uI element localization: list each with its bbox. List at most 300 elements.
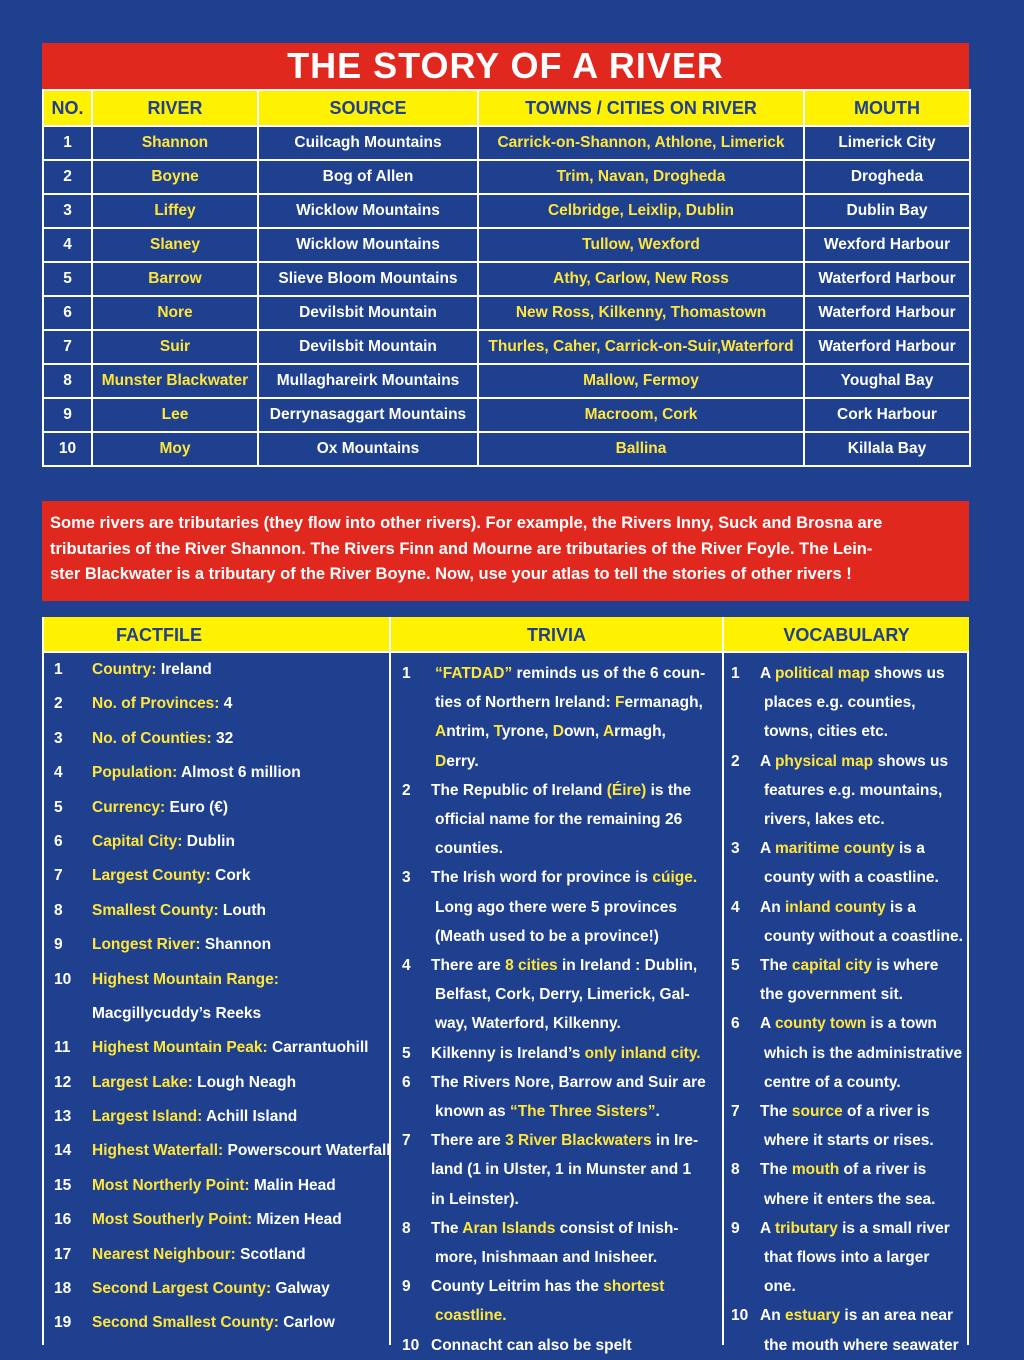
text: reminds us of the 6 coun- <box>512 665 706 682</box>
item-number: 4 <box>731 898 740 916</box>
text: . <box>655 1103 660 1121</box>
fact-value: Powerscourt Waterfall <box>223 1142 391 1160</box>
cell-towns: Celbridge, Leixlip, Dublin <box>478 194 804 228</box>
cell-towns: Mallow, Fermoy <box>478 364 804 398</box>
fact-value: Mizen Head <box>252 1211 342 1229</box>
cell-river: Liffey <box>92 194 258 228</box>
cell-towns: Carrick-on-Shannon, Athlone, Limerick <box>478 126 804 160</box>
fact-text <box>92 791 389 825</box>
item-number: 6 <box>731 1015 740 1033</box>
list-item <box>44 1238 389 1272</box>
text: An <box>760 898 785 916</box>
header-mouth: MOUTH <box>804 90 970 126</box>
header-no: NO. <box>43 90 92 126</box>
cell-no: 8 <box>43 364 92 398</box>
text: centre of a county. <box>764 1073 901 1091</box>
fact-text <box>92 1031 389 1065</box>
item-number: 7 <box>54 867 63 885</box>
fact-text <box>92 1169 389 1203</box>
cell-towns: Thurles, Caher, Carrick-on-Suir,Waterford <box>478 330 804 364</box>
list-item <box>44 1031 389 1065</box>
highlight: shortest <box>603 1278 665 1296</box>
cell-no: 9 <box>43 398 92 432</box>
note-line: ster Blackwater is a tributary of the River Boyne. Now, use your atlas to tell the stories of other rivers ! <box>50 565 852 583</box>
text: in Ireland : Dublin, <box>557 957 698 975</box>
cell-river: Moy <box>92 432 258 466</box>
fact-value: Achill Island <box>202 1108 298 1126</box>
fact-label: Most Southerly Point: <box>92 1211 253 1229</box>
text: rmagh, <box>614 723 666 741</box>
highlight: political map <box>774 665 870 682</box>
text: A <box>760 1219 775 1237</box>
text: There are <box>431 1132 506 1150</box>
text: Kilkenny is Ireland’s <box>431 1044 585 1062</box>
list-item <box>724 1155 969 1213</box>
text: of a river is <box>842 1103 930 1121</box>
fact-label: Highest Mountain Peak: <box>92 1039 268 1057</box>
item-number <box>44 997 92 1031</box>
list-item <box>44 687 389 721</box>
list-item <box>391 659 722 776</box>
cell-mouth: Killala Bay <box>804 432 970 466</box>
item-number: 8 <box>731 1161 740 1179</box>
factfile-column <box>44 617 389 1345</box>
item-number: 10 <box>402 1336 420 1354</box>
list-item <box>391 951 722 1039</box>
text: Long ago there were 5 provinces <box>435 898 678 916</box>
highlight: T <box>493 723 502 741</box>
item-number: 1 <box>731 665 740 682</box>
fact-label: Largest County: <box>92 867 211 885</box>
list-item <box>724 659 969 747</box>
text: A <box>760 840 775 858</box>
text: ntrim, <box>446 723 494 741</box>
list-item <box>44 1272 389 1306</box>
text: There are <box>431 957 506 975</box>
table-row <box>43 364 970 398</box>
list-item <box>391 1126 722 1214</box>
text: county without a coastline. <box>764 927 963 945</box>
fact-text <box>92 1203 389 1237</box>
vocabulary-column <box>722 617 969 1354</box>
item-number: 17 <box>54 1245 72 1263</box>
highlight: county town <box>774 1015 867 1033</box>
text: yrone, <box>501 723 553 741</box>
item-number: 16 <box>54 1211 72 1229</box>
text: own, <box>563 723 603 741</box>
cell-source: Cuilcagh Mountains <box>258 126 478 160</box>
highlight: coastline. <box>435 1307 507 1325</box>
text: land (1 in Ulster, 1 in Munster and 1 <box>431 1161 692 1179</box>
list-item <box>44 722 389 756</box>
cell-mouth: Cork Harbour <box>804 398 970 432</box>
fact-value: 32 <box>211 729 234 747</box>
text: where it starts or rises. <box>764 1132 934 1150</box>
fact-text <box>92 1306 389 1340</box>
text: A <box>760 752 775 770</box>
item-number: 1 <box>54 661 63 678</box>
fact-value: 4 <box>219 695 233 713</box>
fact-label: Second Smallest County: <box>92 1314 279 1332</box>
text: rivers, lakes etc. <box>764 811 885 829</box>
highlight: (Éire) <box>606 781 647 799</box>
cell-no: 10 <box>43 432 92 466</box>
fact-label: Currency: <box>92 798 166 816</box>
text: Connacht can also be spelt <box>431 1336 632 1354</box>
item-number: 9 <box>402 1278 411 1296</box>
trivia-heading: TRIVIA <box>391 617 722 653</box>
list-item <box>724 1009 969 1097</box>
list-item <box>724 747 969 835</box>
text: the mouth where seawater <box>764 1336 959 1354</box>
table-row <box>43 398 970 432</box>
fact-text <box>92 859 389 893</box>
fact-text <box>92 756 389 790</box>
cell-river: Suir <box>92 330 258 364</box>
cell-source: Bog of Allen <box>258 160 478 194</box>
fact-text <box>92 997 389 1031</box>
fact-text <box>92 1100 389 1134</box>
text: known as <box>435 1103 510 1121</box>
highlight: Aran Islands <box>462 1219 556 1237</box>
highlight: only inland city. <box>584 1044 701 1062</box>
list-item <box>44 756 389 790</box>
cell-river: Nore <box>92 296 258 330</box>
list-item <box>724 893 969 951</box>
fact-label: No. of Provinces: <box>92 695 220 713</box>
item-number: 8 <box>402 1219 411 1237</box>
vocabulary-list <box>724 653 969 1360</box>
list-item <box>44 997 389 1031</box>
cell-no: 3 <box>43 194 92 228</box>
note-line: tributaries of the River Shannon. The Rivers Finn and Mourne are tributaries of the River Foyle. The Lein- <box>50 539 873 558</box>
cell-source: Wicklow Mountains <box>258 194 478 228</box>
highlight: 8 cities <box>505 957 558 975</box>
fact-value: Malin Head <box>249 1176 336 1194</box>
fact-label: Nearest Neighbour: <box>92 1245 236 1263</box>
highlight: source <box>791 1103 843 1121</box>
highlight: cúige. <box>652 869 698 887</box>
item-number: 5 <box>54 798 63 816</box>
cell-source: Mullaghareirk Mountains <box>258 364 478 398</box>
list-item <box>44 1100 389 1134</box>
cell-source: Wicklow Mountains <box>258 228 478 262</box>
cell-river: Barrow <box>92 262 258 296</box>
header-towns: TOWNS / CITIES ON RIVER <box>478 90 804 126</box>
fact-value: Macgillycuddy’s Reeks <box>92 1004 262 1022</box>
cell-mouth: Drogheda <box>804 160 970 194</box>
list-item <box>391 776 722 864</box>
list-item <box>724 1301 969 1359</box>
fact-label: Highest Waterfall: <box>92 1142 224 1160</box>
item-number: 7 <box>402 1132 411 1150</box>
fact-text <box>92 1272 389 1306</box>
text: in Leinster). <box>431 1190 519 1208</box>
text: A <box>760 665 775 682</box>
highlight: “The Three Sisters” <box>509 1103 656 1121</box>
cell-no: 7 <box>43 330 92 364</box>
item-number: 4 <box>54 764 63 782</box>
cell-no: 2 <box>43 160 92 194</box>
cell-towns: Tullow, Wexford <box>478 228 804 262</box>
item-number: 18 <box>54 1280 72 1298</box>
fact-value: Dublin <box>182 832 235 850</box>
cell-source: Devilsbit Mountain <box>258 330 478 364</box>
cell-river: Lee <box>92 398 258 432</box>
highlight: F <box>615 694 625 712</box>
cell-river: Shannon <box>92 126 258 160</box>
fact-text <box>92 825 389 859</box>
item-number: 2 <box>402 781 411 799</box>
table-row <box>43 228 970 262</box>
list-item <box>724 951 969 1009</box>
river-table <box>42 89 971 467</box>
fact-label: Largest Lake: <box>92 1073 193 1091</box>
cell-source: Derrynasaggart Mountains <box>258 398 478 432</box>
text: county with a coastline. <box>764 869 939 887</box>
highlight: mouth <box>791 1161 840 1179</box>
text: in Ire- <box>651 1132 699 1150</box>
cell-river: Munster Blackwater <box>92 364 258 398</box>
text: A <box>760 1015 775 1033</box>
list-item <box>44 928 389 962</box>
header-river: RIVER <box>92 90 258 126</box>
text: more, Inishmaan and Inisheer. <box>435 1249 658 1267</box>
table-row <box>43 160 970 194</box>
text: is a town <box>866 1015 937 1033</box>
list-item <box>44 791 389 825</box>
fact-label: Longest River: <box>92 936 201 954</box>
cell-mouth: Waterford Harbour <box>804 296 970 330</box>
highlight: tributary <box>774 1219 838 1237</box>
text: County Leitrim has the <box>431 1278 604 1296</box>
list-item <box>391 1272 722 1330</box>
text: The Republic of Ireland <box>431 781 607 799</box>
text: which is the administrative <box>764 1044 963 1062</box>
text: ties of Northern Ireland: <box>435 694 615 712</box>
item-number: 9 <box>54 936 63 954</box>
fact-label: Country: <box>92 661 157 678</box>
cell-mouth: Youghal Bay <box>804 364 970 398</box>
highlight: capital city <box>791 957 872 975</box>
list-item <box>724 1214 969 1302</box>
item-number: 19 <box>54 1314 72 1332</box>
text: features e.g. mountains, <box>764 781 943 799</box>
fact-value: Louth <box>218 901 266 919</box>
cell-mouth: Dublin Bay <box>804 194 970 228</box>
item-number: 3 <box>402 869 411 887</box>
list-item <box>44 894 389 928</box>
table-row <box>43 432 970 466</box>
item-number: 2 <box>54 695 63 713</box>
item-number: 13 <box>54 1108 72 1126</box>
table-row <box>43 262 970 296</box>
text: is an area near <box>840 1307 953 1325</box>
cell-mouth: Limerick City <box>804 126 970 160</box>
list-item <box>44 1066 389 1100</box>
cell-mouth: Waterford Harbour <box>804 330 970 364</box>
item-number: 1 <box>402 665 411 682</box>
list-item <box>724 1097 969 1155</box>
item-number: 7 <box>731 1103 740 1121</box>
fact-value: Lough Neagh <box>192 1073 297 1091</box>
text: shows us <box>869 665 945 682</box>
fact-value: Galway <box>271 1280 330 1298</box>
text: the government sit. <box>760 986 903 1004</box>
item-number: 10 <box>54 970 72 988</box>
list-item <box>44 1169 389 1203</box>
list-item <box>44 1134 389 1168</box>
text: one. <box>764 1278 796 1296</box>
list-item <box>44 1203 389 1237</box>
text: The <box>431 1219 463 1237</box>
info-columns <box>42 617 969 1354</box>
highlight: maritime county <box>774 840 895 858</box>
text: The <box>760 1103 792 1121</box>
text: official name for the remaining 26 <box>435 811 683 829</box>
fact-label: Most Northerly Point: <box>92 1176 250 1194</box>
fact-text <box>92 1066 389 1100</box>
item-number: 3 <box>54 729 63 747</box>
fact-text <box>92 963 389 997</box>
cell-no: 6 <box>43 296 92 330</box>
item-number: 5 <box>731 957 740 975</box>
text: is a small river <box>837 1219 950 1237</box>
text: consist of Inish- <box>555 1219 679 1237</box>
fact-value: Carrantuohill <box>267 1039 369 1057</box>
list-item <box>44 1306 389 1340</box>
item-number: 9 <box>731 1219 740 1237</box>
fact-label: Largest Island: <box>92 1108 203 1126</box>
cell-no: 4 <box>43 228 92 262</box>
trivia-list <box>391 653 722 1360</box>
fact-text <box>92 894 389 928</box>
fact-value: Shannon <box>200 936 272 954</box>
highlight: estuary <box>784 1307 841 1325</box>
item-number: 15 <box>54 1176 72 1194</box>
highlight: “FATDAD” <box>435 665 513 682</box>
fact-value: Cork <box>210 867 251 885</box>
text: way, Waterford, Kilkenny. <box>435 1015 621 1033</box>
fact-label: Second Largest County: <box>92 1280 272 1298</box>
text: towns, cities etc. <box>764 723 889 741</box>
fact-value: Scotland <box>235 1245 306 1263</box>
list-item <box>391 1039 722 1068</box>
table-row <box>43 126 970 160</box>
text: Belfast, Cork, Derry, Limerick, Gal- <box>435 986 690 1004</box>
fact-label: Smallest County: <box>92 901 219 919</box>
highlight: physical map <box>774 752 874 770</box>
factfile-heading: FACTFILE <box>44 617 389 653</box>
item-number: 10 <box>731 1307 749 1325</box>
item-number: 2 <box>731 752 740 770</box>
fact-text <box>92 928 389 962</box>
text: is where <box>872 957 939 975</box>
text: The <box>760 957 792 975</box>
text: places e.g. counties, <box>764 694 916 712</box>
table-row <box>43 330 970 364</box>
item-number: 8 <box>54 901 63 919</box>
text: is a <box>894 840 925 858</box>
text: that flows into a larger <box>764 1249 930 1267</box>
list-item <box>44 859 389 893</box>
text: of a river is <box>839 1161 927 1179</box>
item-number: 14 <box>54 1142 72 1160</box>
list-item <box>44 653 389 687</box>
list-item <box>391 863 722 951</box>
highlight: D <box>435 752 447 770</box>
river-table-header-row <box>43 90 970 126</box>
cell-towns: Ballina <box>478 432 804 466</box>
highlight: D <box>552 723 564 741</box>
fact-text <box>92 1134 391 1168</box>
highlight: inland county <box>784 898 886 916</box>
river-table-title: THE STORY OF A RIVER <box>42 43 969 89</box>
cell-source: Devilsbit Mountain <box>258 296 478 330</box>
item-number: 3 <box>731 840 740 858</box>
list-item <box>724 834 969 892</box>
vocabulary-heading: VOCABULARY <box>724 617 969 653</box>
fact-value: Euro (€) <box>165 798 229 816</box>
table-row <box>43 296 970 330</box>
cell-no: 1 <box>43 126 92 160</box>
item-number: 6 <box>54 832 63 850</box>
fact-text <box>92 1238 389 1272</box>
cell-source: Slieve Bloom Mountains <box>258 262 478 296</box>
factfile-list <box>44 653 389 1341</box>
text: An <box>760 1307 785 1325</box>
item-number: 5 <box>402 1044 411 1062</box>
highlight: A <box>435 723 447 741</box>
tributaries-note <box>42 501 969 601</box>
cell-mouth: Waterford Harbour <box>804 262 970 296</box>
fact-text <box>92 687 389 721</box>
cell-no: 5 <box>43 262 92 296</box>
list-item <box>391 1214 722 1272</box>
text: is the <box>646 781 692 799</box>
fact-label: No. of Counties: <box>92 729 212 747</box>
note-line: Some rivers are tributaries (they flow into other rivers). For example, the Rivers Inny, Suck and Brosna are <box>50 514 883 532</box>
fact-label: Highest Mountain Range: <box>92 970 279 988</box>
item-number: 4 <box>402 957 411 975</box>
list-item <box>391 1331 722 1360</box>
trivia-column <box>389 617 722 1354</box>
text: The Irish word for province is <box>431 869 653 887</box>
list-item <box>391 1068 722 1126</box>
fact-value: Carlow <box>278 1314 335 1332</box>
list-item <box>44 825 389 859</box>
table-row <box>43 194 970 228</box>
river-table-panel <box>42 43 969 467</box>
fact-label: Capital City: <box>92 832 183 850</box>
cell-towns: Macroom, Cork <box>478 398 804 432</box>
cell-mouth: Wexford Harbour <box>804 228 970 262</box>
fact-text <box>92 722 389 756</box>
highlight: 3 River Blackwaters <box>505 1132 652 1150</box>
item-number: 11 <box>54 1039 71 1057</box>
fact-value: Ireland <box>156 661 212 678</box>
text: The <box>760 1161 792 1179</box>
highlight: A <box>602 723 615 741</box>
cell-towns: Trim, Navan, Drogheda <box>478 160 804 194</box>
text: The Rivers Nore, Barrow and Suir are <box>431 1073 706 1091</box>
fact-text <box>92 653 389 687</box>
cell-source: Ox Mountains <box>258 432 478 466</box>
header-source: SOURCE <box>258 90 478 126</box>
list-item <box>44 963 389 997</box>
text: is a <box>885 898 916 916</box>
text: ermanagh, <box>624 694 703 712</box>
